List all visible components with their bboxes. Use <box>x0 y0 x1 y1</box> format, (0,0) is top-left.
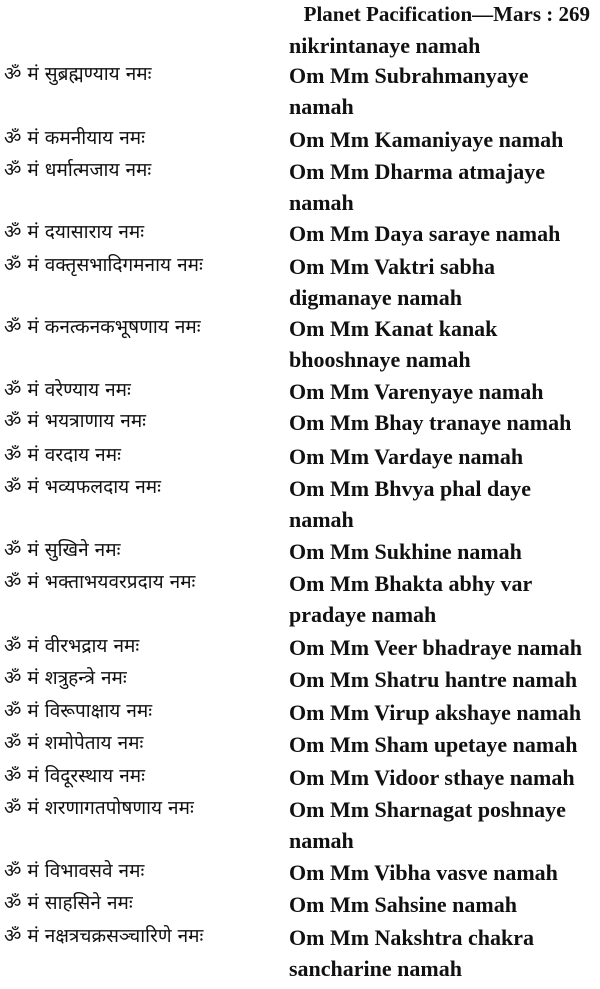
running-header: Planet Pacification—Mars : 269 <box>303 2 590 26</box>
continuation-text: nikrintanaye namah <box>289 33 481 58</box>
transliteration-line-2: pradaye namah <box>289 602 437 627</box>
transliteration <box>289 762 600 793</box>
transliteration <box>289 729 600 760</box>
transliteration <box>289 376 600 407</box>
transliteration-line-1: Om Mm Shatru hantre namah <box>289 667 578 692</box>
transliteration-line-1: Om Mm Subrahmanyaye <box>289 63 529 88</box>
sanskrit-mantra: ॐ मं दयासाराय नमः <box>4 221 145 243</box>
sanskrit-mantra: ॐ मं विरूपाक्षाय नमः <box>4 700 153 722</box>
transliteration-line-2: namah <box>289 94 354 119</box>
sanskrit-mantra: ॐ मं भयत्राणाय नमः <box>4 410 147 432</box>
transliteration-line-1: Om Mm Dharma atmajaye <box>289 159 545 184</box>
sanskrit-mantra: ॐ मं भव्यफलदाय नमः <box>4 476 161 498</box>
transliteration <box>289 536 600 567</box>
sanskrit-mantra: ॐ मं वीरभद्राय नमः <box>4 635 140 657</box>
transliteration <box>289 251 600 313</box>
sanskrit-mantra: ॐ मं विभावसवे नमः <box>4 860 145 882</box>
transliteration-line-2: namah <box>289 828 354 853</box>
sanskrit-mantra: ॐ मं भक्ताभयवरप्रदाय नमः <box>4 571 196 593</box>
transliteration-line-1: Om Mm Kanat kanak <box>289 316 498 341</box>
sanskrit-mantra: ॐ मं शरणागतपोषणाय नमः <box>4 797 194 819</box>
sanskrit-mantra: ॐ मं वक्तृसभादिगमनाय नमः <box>4 254 203 276</box>
sanskrit-mantra: ॐ मं शमोपेताय नमः <box>4 732 144 754</box>
transliteration <box>289 473 600 535</box>
transliteration-line-1: Om Mm Bhakta abhy var <box>289 571 533 596</box>
transliteration-line-1: Om Mm Sahsine namah <box>289 892 517 917</box>
transliteration <box>289 857 600 888</box>
transliteration-line-2: namah <box>289 507 354 532</box>
transliteration <box>289 889 600 920</box>
transliteration <box>289 60 600 122</box>
transliteration-line-2: bhooshnaye namah <box>289 347 471 372</box>
transliteration-line-1: Om Mm Vardaye namah <box>289 444 524 469</box>
transliteration <box>289 922 600 984</box>
sanskrit-mantra: ॐ मं कमनीयाय नमः <box>4 127 145 149</box>
transliteration <box>289 632 600 663</box>
transliteration <box>289 697 600 728</box>
sanskrit-mantra: ॐ मं वरेण्याय नमः <box>4 379 131 401</box>
transliteration-line-1: Om Mm Veer bhadraye namah <box>289 635 582 660</box>
sanskrit-mantra: ॐ मं नक्षत्रचक्रसञ्चारिणे नमः <box>4 925 204 947</box>
sanskrit-mantra: ॐ मं सुखिने नमः <box>4 539 121 561</box>
transliteration-line-1: Om Mm Vaktri sabha <box>289 254 495 279</box>
transliteration-line-1: Om Mm Nakshtra chakra <box>289 925 535 950</box>
transliteration-line-1: Om Mm Sukhine namah <box>289 539 522 564</box>
sanskrit-mantra: ॐ मं शत्रुहन्त्रे नमः <box>4 667 127 689</box>
sanskrit-mantra: ॐ मं साहसिने नमः <box>4 892 133 914</box>
transliteration-line-2: digmanaye namah <box>289 285 462 310</box>
sanskrit-mantra: ॐ मं विदूरस्थाय नमः <box>4 765 145 787</box>
transliteration-line-1: Om Mm Virup akshaye namah <box>289 700 582 725</box>
transliteration <box>289 794 600 856</box>
transliteration <box>289 156 600 218</box>
transliteration-line-1: Om Mm Sharnagat poshnaye <box>289 797 566 822</box>
transliteration <box>289 441 600 472</box>
transliteration <box>289 568 600 630</box>
sanskrit-mantra: ॐ मं धर्मात्मजाय नमः <box>4 159 152 181</box>
transliteration-line-2: namah <box>289 190 354 215</box>
transliteration <box>289 313 600 375</box>
transliteration-line-2: sancharine namah <box>289 956 462 981</box>
transliteration <box>289 664 600 695</box>
transliteration-line-1: Om Mm Bhvya phal daye <box>289 476 532 501</box>
transliteration-line-1: Om Mm Vibha vasve namah <box>289 860 558 885</box>
transliteration-line-1: Om Mm Vidoor sthaye namah <box>289 765 575 790</box>
transliteration-line-1: Om Mm Sham upetaye namah <box>289 732 578 757</box>
transliteration-line-1: Om Mm Kamaniyaye namah <box>289 127 564 152</box>
transliteration <box>289 218 600 249</box>
transliteration-line-1: Om Mm Varenyaye namah <box>289 379 544 404</box>
transliteration <box>289 124 600 155</box>
sanskrit-mantra: ॐ मं वरदाय नमः <box>4 444 121 466</box>
sanskrit-mantra: ॐ मं सुब्रह्मण्याय नमः <box>4 63 152 85</box>
transliteration <box>289 407 600 438</box>
transliteration-line-1: Om Mm Daya saraye namah <box>289 221 561 246</box>
sanskrit-mantra: ॐ मं कनत्कनकभूषणाय नमः <box>4 316 201 338</box>
transliteration-line-1: Om Mm Bhay tranaye namah <box>289 410 572 435</box>
